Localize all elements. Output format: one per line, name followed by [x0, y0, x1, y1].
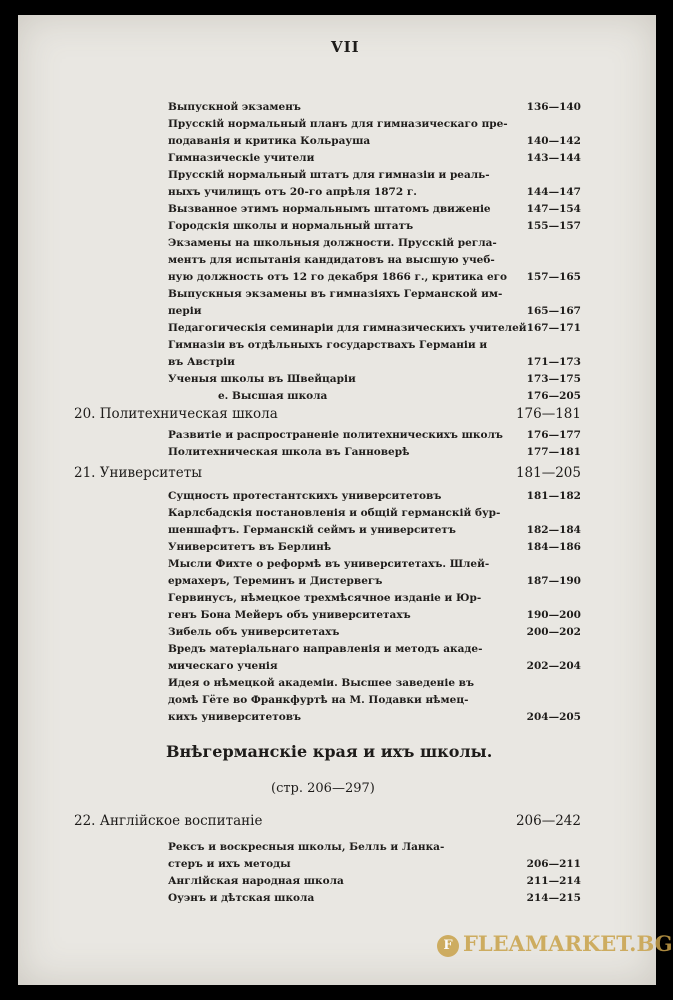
- toc-entry: кихъ университетовъ 204—205: [168, 711, 581, 723]
- toc-entry: шеншафтъ. Германскій сеймъ и университетъ 182—184: [168, 524, 581, 536]
- toc-entry: Гимназіи въ отдѣльныхъ государствахъ Германіи и: [168, 339, 488, 351]
- toc-entry: стеръ и ихъ методы 206—211: [168, 858, 581, 870]
- part-heading: Внѣгерманскіе края и ихъ школы.: [166, 742, 493, 761]
- toc-entry: Развитіе и распространеніе политехническихъ школъ 176—177: [168, 429, 581, 441]
- toc-entry: въ Австріи 171—173: [168, 356, 581, 368]
- toc-entry: мическаго ученія 202—204: [168, 660, 581, 672]
- book-page: [18, 15, 656, 985]
- page-folio: VII: [331, 38, 360, 56]
- toc-entry: Университетъ въ Берлинѣ 184—186: [168, 541, 581, 553]
- toc-entry: Вредъ матеріальнаго направленія и методъ акаде-: [168, 643, 483, 655]
- watermark: F FLEAMARKET.BG: [437, 931, 673, 957]
- toc-entry: домѣ Гёте во Франкфуртѣ на М. Подавки нѣмец-: [168, 694, 469, 706]
- toc-entry: Педагогическія семинаріи для гимназическихъ учителей 167—171: [168, 322, 581, 334]
- toc-entry: е. Высшая школа 176—205: [218, 390, 581, 402]
- toc-entry: Зибель объ университетахъ 200—202: [168, 626, 581, 638]
- toc-entry: ермахеръ, Тереминъ и Дистервегъ 187—190: [168, 575, 581, 587]
- toc-entry: подаванія и критика Кольрауша 140—142: [168, 135, 581, 147]
- coin-icon: F: [437, 935, 459, 957]
- toc-entry: Прусскій нормальный штатъ для гимназіи и реаль-: [168, 169, 490, 181]
- toc-section-22: 22. Англійское воспитаніе 206—242: [74, 813, 581, 829]
- toc-entry: Идея о нѣмецкой академіи. Высшее заведеніе въ: [168, 677, 475, 689]
- toc-entry: ную должность отъ 12 го декабря 1866 г., критика его 157—165: [168, 271, 581, 283]
- toc-entry: Англійская народная школа 211—214: [168, 875, 581, 887]
- toc-entry: Выпускной экзаменъ 136—140: [168, 101, 581, 113]
- part-page-range: (стр. 206—297): [271, 781, 375, 796]
- toc-entry: Экзамены на школьныя должности. Прусскій регла-: [168, 237, 497, 249]
- toc-entry: Мысли Фихте о реформѣ въ университетахъ. Шлей-: [168, 558, 490, 570]
- toc-entry: ныхъ училищъ отъ 20-го апрѣля 1872 г. 144—147: [168, 186, 581, 198]
- toc-entry: Политехническая школа въ Ганноверѣ 177—181: [168, 446, 581, 458]
- toc-entry: Гервинусъ, нѣмецкое трехмѣсячное изданіе и Юр-: [168, 592, 482, 604]
- toc-entry: Городскія школы и нормальный штатъ 155—157: [168, 220, 581, 232]
- toc-entry: Ученыя школы въ Швейцаріи 173—175: [168, 373, 581, 385]
- toc-entry: Рексъ и воскресныя школы, Белль и Ланка-: [168, 841, 445, 853]
- toc-entry: Вызванное этимъ нормальнымъ штатомъ движеніе 147—154: [168, 203, 581, 215]
- toc-section-20: 20. Политехническая школа 176—181: [74, 406, 581, 422]
- toc-entry: Карлсбадскія постановленія и общій германскій бур-: [168, 507, 501, 519]
- toc-entry: ментъ для испытанія кандидатовъ на высшую учеб-: [168, 254, 495, 266]
- toc-entry: Выпускныя экзамены въ гимназіяхъ Германской им-: [168, 288, 503, 300]
- toc-entry: генъ Бона Мейеръ объ университетахъ 190—200: [168, 609, 581, 621]
- toc-section-21: 21. Университеты 181—205: [74, 465, 581, 481]
- toc-entry: періи 165—167: [168, 305, 581, 317]
- toc-entry: Оуэнъ и дѣтская школа 214—215: [168, 892, 581, 904]
- toc-entry: Сущность протестантскихъ университетовъ 181—182: [168, 490, 581, 502]
- toc-entry: Гимназическіе учители 143—144: [168, 152, 581, 164]
- toc-entry: Прусскій нормальный планъ для гимназическаго пре-: [168, 118, 508, 130]
